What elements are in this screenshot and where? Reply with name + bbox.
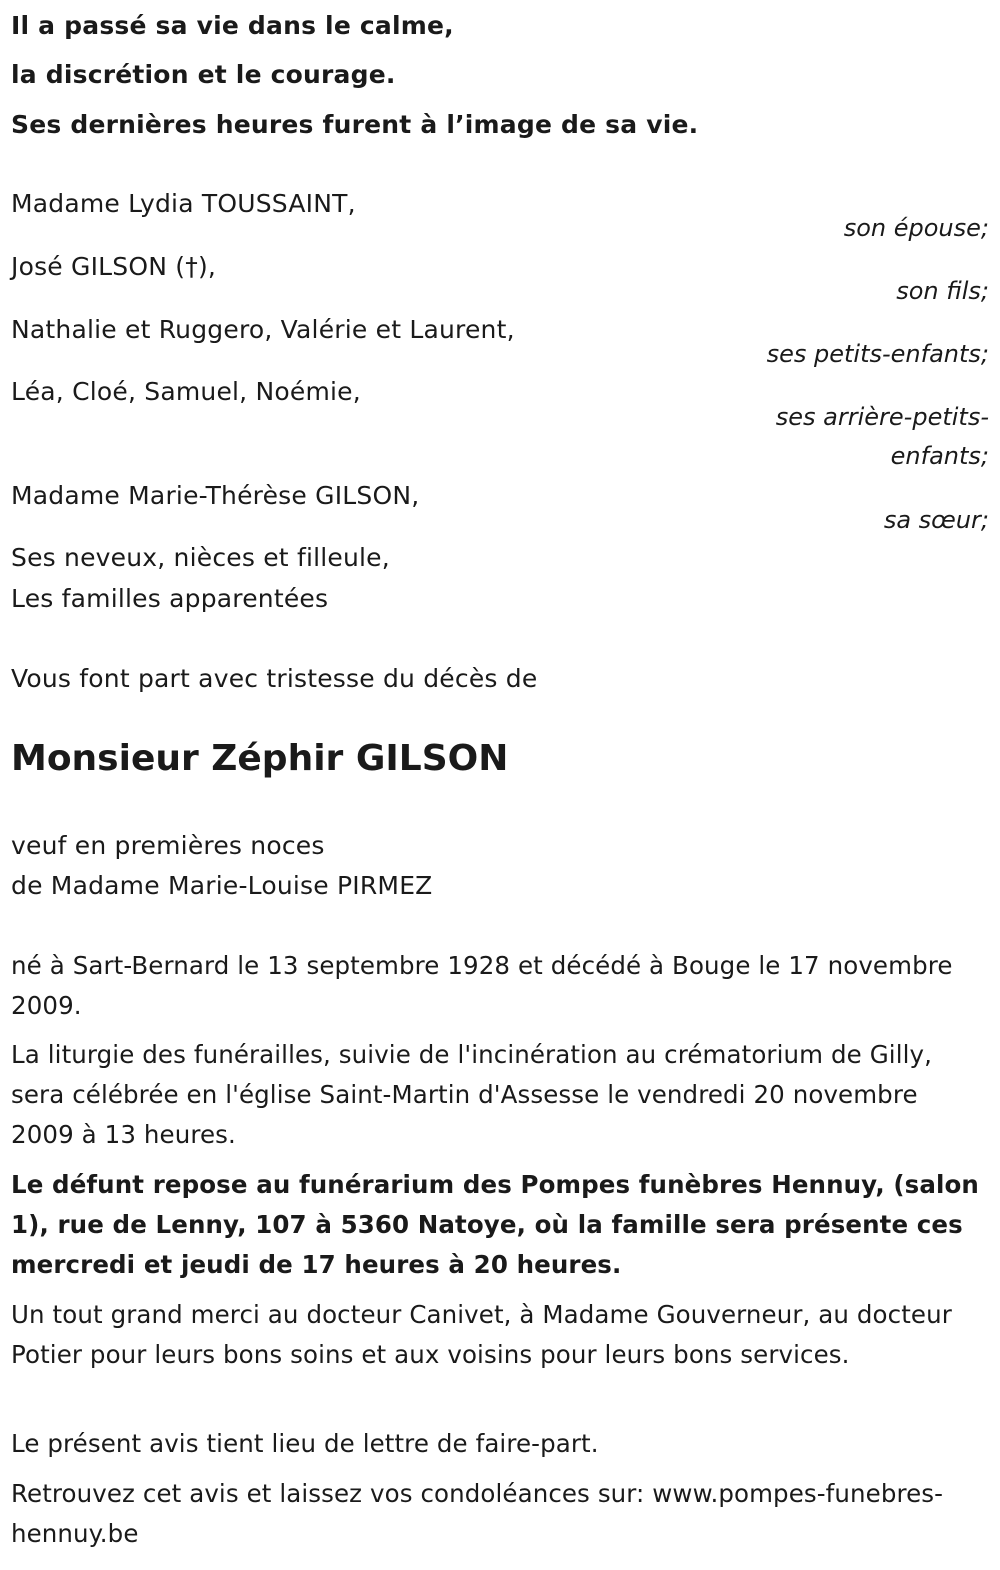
funerarium-paragraph: Le défunt repose au funérarium des Pompes funèbres Hennuy, (salon 1), rue de Lenny, 107 à 5360 Natoye, où la famille sera présente ces mercredi et jeudi de 17 heures à 20 heures.	[11, 1170, 979, 1279]
intro-line-1: Il a passé sa vie dans le calme,	[11, 11, 454, 40]
family-relation-son: son fils;	[896, 277, 989, 305]
family-names-great-grandchildren: Léa, Cloé, Samuel, Noémie,	[11, 377, 361, 406]
announce-text: Vous font part avec tristesse du décès de	[11, 664, 538, 693]
family-relation-grandchildren: ses petits-enfants;	[766, 340, 989, 368]
family-relation-sister: sa sœur;	[883, 506, 989, 534]
deceased-name: Monsieur Zéphir GILSON	[11, 738, 509, 779]
thanks-paragraph: Un tout grand merci au docteur Canivet, à Madame Gouverneur, au docteur Potier pour leurs bons soins et aux voisins pour leurs bons services.	[11, 1300, 952, 1369]
others-line-2: Les familles apparentées	[11, 584, 329, 613]
widower-line-2: de Madame Marie-Louise PIRMEZ	[11, 871, 433, 900]
birth-death-paragraph: né à Sart-Bernard le 13 septembre 1928 et décédé à Bouge le 17 novembre 2009.	[11, 951, 953, 1020]
family-names-sister: Madame Marie-Thérèse GILSON,	[11, 481, 420, 510]
liturgy-paragraph: La liturgie des funérailles, suivie de l'incinération au crématorium de Gilly, sera célébrée en l'église Saint-Martin d'Assesse le vendredi 20 novembre 2009 à 13 heures.	[11, 1040, 932, 1149]
family-names-wife: Madame Lydia TOUSSAINT,	[11, 189, 356, 218]
intro-line-3: Ses dernières heures furent à l’image de sa vie.	[11, 110, 699, 139]
family-relation-great-grandchildren-2: enfants;	[890, 442, 989, 470]
notice-paragraph: Le présent avis tient lieu de lettre de faire-part.	[11, 1429, 599, 1458]
family-names-grandchildren: Nathalie et Ruggero, Valérie et Laurent,	[11, 315, 515, 344]
widower-line-1: veuf en premières noces	[11, 831, 325, 860]
family-names-son: José GILSON (†),	[11, 252, 217, 281]
website-paragraph: Retrouvez cet avis et laissez vos condoléances sur: www.pompes-funebres-hennuy.be	[11, 1479, 944, 1548]
family-relation-great-grandchildren-1: ses arrière-petits-	[775, 403, 989, 431]
family-relation-wife: son épouse;	[843, 214, 989, 242]
others-line-1: Ses neveux, nièces et filleule,	[11, 543, 390, 572]
intro-line-2: la discrétion et le courage.	[11, 60, 396, 89]
